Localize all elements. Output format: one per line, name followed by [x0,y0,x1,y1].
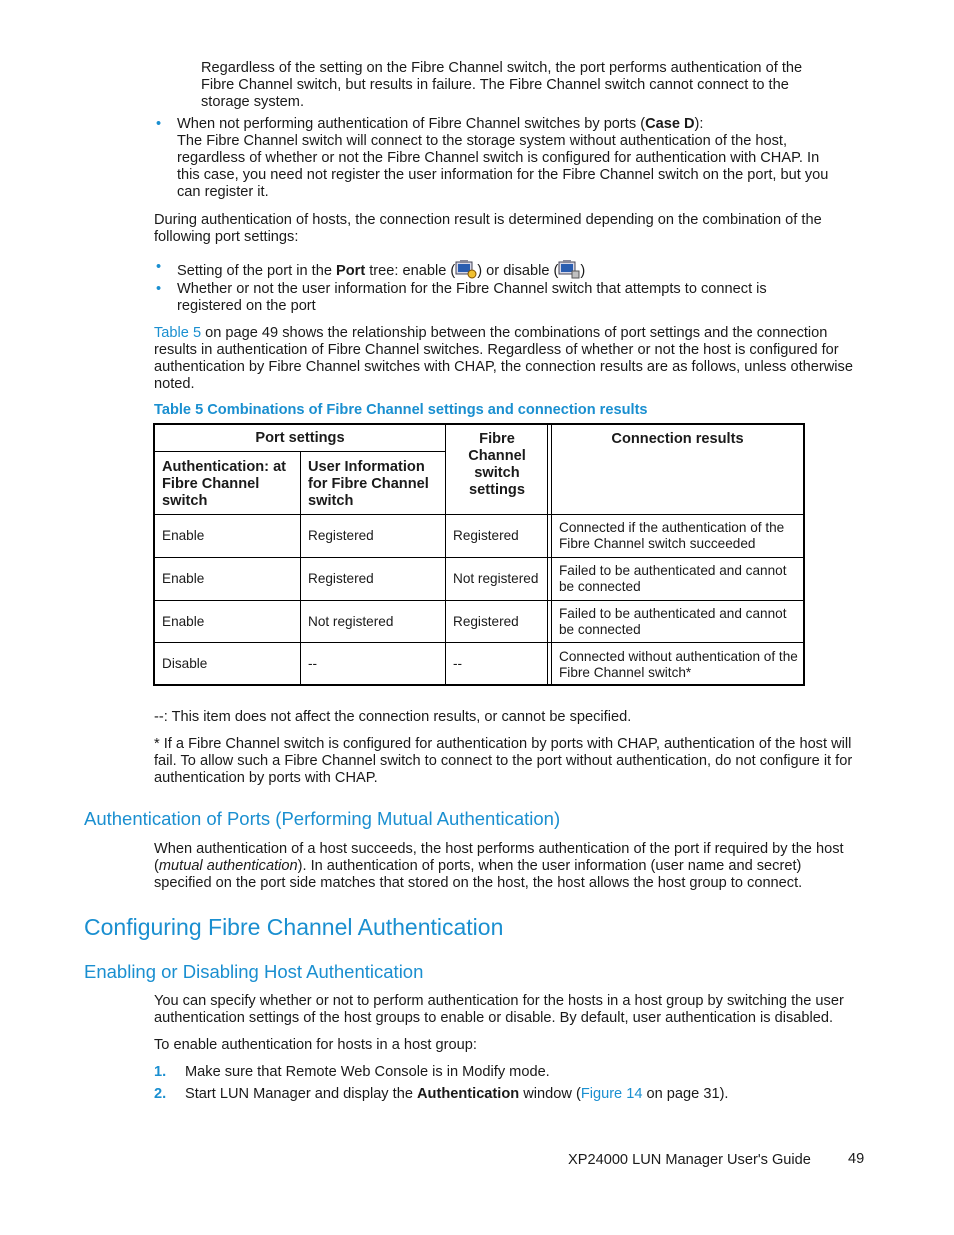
bullet-icon: • [156,116,162,132]
note-star: * If a Fibre Channel switch is configured for authentication by ports with CHAP, authentication of the host will fail. To allow such a Fibre Channel switch to connect to the port without authentication, do not configure it for authentication by ports with CHAP. [154,736,853,786]
table-caption: Table 5 Combinations of Fibre Channel settings and connection results [154,402,648,418]
table-cell: Connected if the authentication of the Fibre Channel switch succeeded [559,520,785,551]
mutual-auth-heading: Authentication of Ports (Performing Mutual Authentication) [84,808,561,829]
table-divider [445,425,446,684]
enabling-heading: Enabling or Disabling Host Authentication [84,961,424,982]
table-cell: Enable [162,528,205,543]
table-divider [300,452,301,684]
port-enable-icon [455,259,477,279]
table-divider [551,425,552,684]
table-cell: Failed to be authenticated and cannot be connected [559,563,787,594]
table-cell: -- [453,656,463,671]
step-number: 2. [154,1086,167,1102]
table-cell: Not registered [308,614,394,629]
bullet-icon: • [156,259,162,275]
table-cell: Registered [453,614,519,629]
table-cell: Enable [162,614,205,629]
step-number: 1. [154,1064,167,1080]
table-cell: Not registered [453,571,539,586]
table-cell: Failed to be authenticated and cannot be connected [559,606,787,637]
table-divider [155,451,445,452]
table-cell: Connected without authentication of the Fibre Channel switch* [559,649,798,680]
step-text: Start LUN Manager and display the Authentication window (Figure 14 on page 31). [185,1086,729,1102]
configuring-heading: Configuring Fibre Channel Authentication [84,914,504,940]
note-dash: --: This item does not affect the connection results, or cannot be specified. [154,709,632,725]
figure-14-link[interactable]: Figure 14 [580,1086,643,1102]
table-divider [155,557,803,558]
user-info-item: Whether or not the user information for the Fibre Channel switch that attempts to connect is registered on the port [177,281,767,314]
footer-guide-title: XP24000 LUN Manager User's Guide [568,1152,811,1168]
header-fc-switch-settings: Fibre Channel switch settings [468,431,526,498]
table-divider [155,600,803,601]
page-number: 49 [848,1151,865,1167]
header-connection-results: Connection results [611,431,744,447]
header-user-information: User Information for Fibre Channel switch [308,459,429,509]
table-cell: -- [308,656,318,671]
table-divider [155,514,803,515]
settings-table [153,423,805,686]
table-cell: Registered [308,571,374,586]
intro-paragraph: Regardless of the setting on the Fibre Channel switch, the port performs authentication of the Fibre Channel switch, but results in failure. The Fibre Channel switch cannot connect to the storage system. [201,60,803,110]
table-cell: Registered [308,528,374,543]
table-cell: Registered [453,528,519,543]
case-d-item: When not performing authentication of Fibre Channel switches by ports (Case D): The Fibre Channel switch will connect to the storage system without authentication of the host, regardless of whether or not the Fibre Channel switch is configured for authentication with CHAP. In this case, you need not register the user information for the Fibre Channel switch on the port, but you can register it. [177,116,829,200]
procedure-intro: To enable authentication for hosts in a host group: [154,1037,477,1053]
bullet-icon: • [156,281,162,297]
port-setting-item: Setting of the port in the Port tree: enable ( ) or disable ( ) [177,259,857,280]
port-disable-icon [558,259,580,279]
header-authentication: Authentication: at Fibre Channel switch [162,459,287,509]
step-text: Make sure that Remote Web Console is in Modify mode. [185,1064,550,1080]
table-reference-paragraph: Table 5 on page 49 shows the relationship between the combinations of port settings and the connection results in authentication of Fibre Channel switches. Regardless of whether or not the host is configured for authentication by Fibre Channel switches with CHAP, the connection results are as follows, unless otherwise noted. [154,325,853,392]
table-cell: Disable [162,656,208,671]
table-cell: Enable [162,571,205,586]
table-divider [547,425,548,684]
table-5-link[interactable]: Table 5 [154,325,202,341]
header-port-settings: Port settings [255,430,345,446]
during-paragraph: During authentication of hosts, the connection result is determined depending on the combination of the following port settings: [154,212,822,245]
table-divider [155,642,803,643]
mutual-auth-paragraph: When authentication of a host succeeds, the host performs authentication of the port if required by the host (mutual authentication). In authentication of ports, when the user information (user name and secret) specified on the port side matches that stored on the host, the host allows the host group to connect. [154,841,844,891]
enabling-paragraph: You can specify whether or not to perform authentication for the hosts in a host group by switching the user authentication settings of the host groups to enable or disable. By default, user authentication is disabled. [154,993,844,1026]
